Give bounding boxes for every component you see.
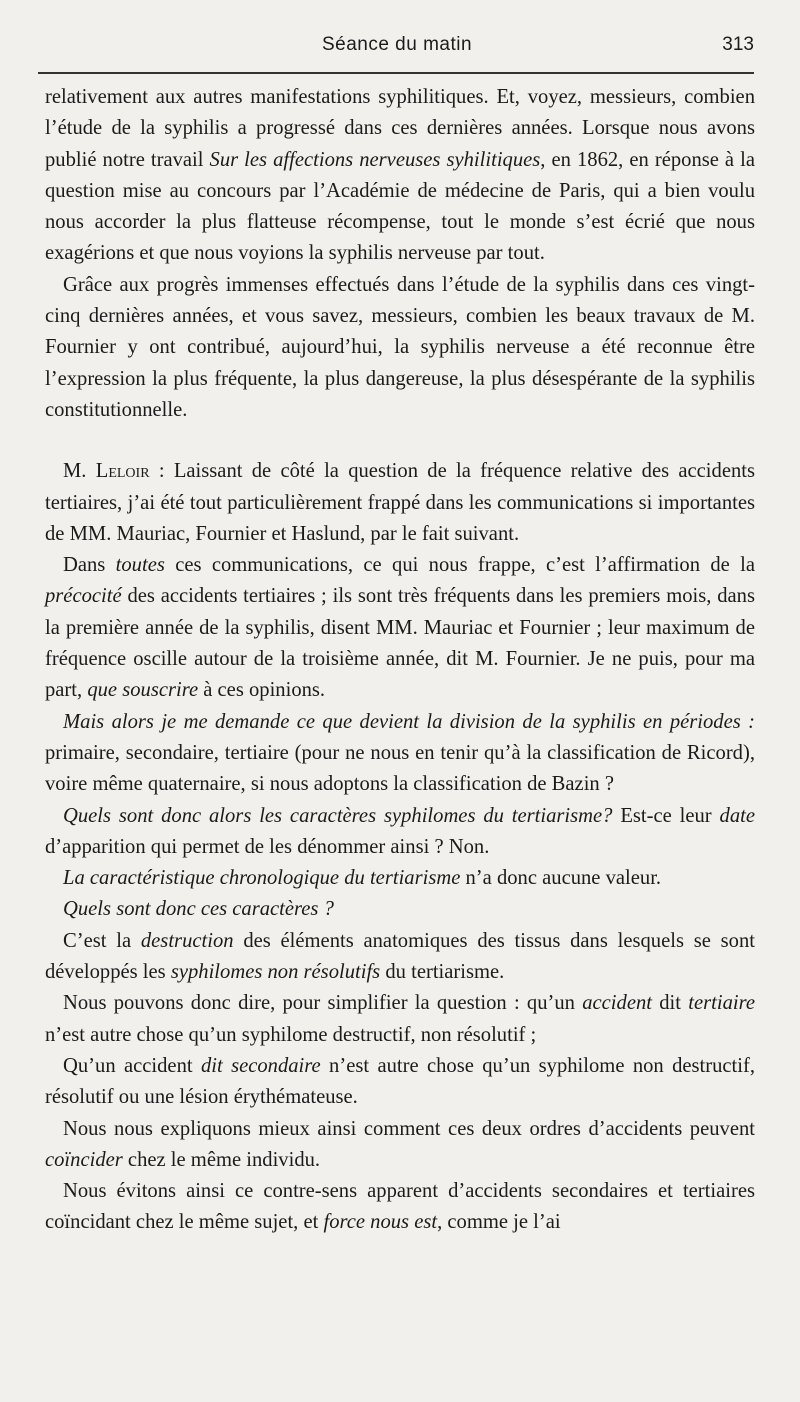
text-run: chez le même individu.	[122, 1148, 321, 1171]
header-rule	[38, 72, 754, 74]
italic-run: syphilomes non résolutifs	[170, 961, 381, 984]
body-text	[45, 82, 755, 1239]
italic-title: Sur les affections nerveuses syhilitiques	[209, 148, 541, 171]
running-header	[40, 30, 754, 60]
running-title: Séance du matin	[321, 34, 473, 55]
text-run: Qu’un accident	[63, 1054, 201, 1077]
text-run: Nous nous expliquons mieux ainsi comment ces deux ordres d’accidents peuvent	[63, 1117, 755, 1140]
text-run: Dans	[63, 554, 116, 577]
text-run: dit	[652, 992, 689, 1015]
italic-run: date	[719, 804, 755, 827]
text-run: relativement aux autres manifestations syphilitiques. Et, voyez, messieurs, combien l’étude de la syphilis a progressé dans ces dernières années. Lorsque nous avons publié notre travail	[45, 86, 755, 171]
text-run: C’est la	[63, 929, 141, 952]
italic-run: Mais alors je me demande ce que devient la division de la syphilis en périodes :	[63, 710, 755, 733]
text-run: du tertiarisme.	[380, 961, 505, 984]
paragraph-8	[45, 894, 755, 925]
italic-run: tertiaire	[688, 992, 755, 1015]
text-run: n’a donc aucune valeur.	[460, 867, 662, 890]
italic-run: toutes	[115, 554, 165, 577]
text-run: : Laissant de côté la question de la fréquence relative des accidents tertiaires, j’ai été tout particulièrement frappé dans les communications si importantes de MM. Mauriac, Fournier et Haslund, par le fait suivant.	[45, 460, 755, 545]
paragraph-10	[45, 988, 755, 1051]
text-run: M.	[63, 460, 96, 483]
italic-run: précocité	[45, 585, 122, 608]
text-run: primaire, secondaire, tertiaire (pour ne nous en tenir qu’à la classification de Ricord), voire même quaternaire, si nous adoptons la classification de Bazin ?	[45, 741, 755, 796]
italic-run: dit secondaire	[200, 1054, 321, 1077]
italic-run: Quels sont donc ces caractères ?	[63, 898, 334, 921]
paragraph-3	[45, 456, 755, 550]
text-run: n’est autre chose qu’un syphilome non destructif, résolutif ou une lésion érythémateuse.	[45, 1054, 756, 1109]
italic-run: force nous est	[323, 1211, 438, 1234]
text-run: à ces opinions.	[198, 679, 326, 702]
paragraph-6	[45, 801, 755, 864]
paragraph-9	[45, 926, 755, 989]
italic-run: La caractéristique chronologique du tertiarisme	[63, 867, 461, 890]
text-run: , en 1862, en réponse à la question mise au concours par l’Académie de médecine de Paris, qui a bien voulu nous accorder la plus flatteuse récompense, tout le monde s’est écrié que nous exagérions et que nous voyions la syphilis nerveuse par tout.	[45, 148, 755, 265]
paragraph-12	[45, 1114, 755, 1177]
paragraph-4	[45, 550, 755, 706]
speaker-name: Leloir	[95, 460, 150, 483]
text-run: , comme je l’ai	[437, 1211, 561, 1234]
text-run: Nous pouvons donc dire, pour simplifier la question : qu’un	[63, 992, 583, 1015]
paragraph-1	[45, 82, 755, 270]
paragraph-2: Grâce aux progrès immenses effectués dans l’étude de la syphilis dans ces vingt-cinq dernières années, et vous savez, messieurs, combien les beaux travaux de M. Fournier y ont contribué, aujourd’hui, la syphilis nerveuse a été reconnue être l’expression la plus fréquente, la plus dangereuse, la plus désespérante de la syphilis constitutionnelle.	[45, 273, 755, 421]
italic-run: destruction	[140, 929, 234, 952]
text-run: ces communications, ce qui nous frappe, c’est l’affirmation de la	[164, 554, 755, 577]
text-run: des éléments anatomiques des tissus dans lesquels se sont développés les	[45, 929, 755, 984]
paragraph-11	[45, 1051, 755, 1114]
italic-run: coïncider	[45, 1148, 123, 1171]
paragraph-5	[45, 707, 755, 801]
text-run: d’apparition qui permet de les dénommer ainsi ? Non.	[45, 835, 490, 858]
italic-run: Quels sont donc alors les caractères syphilomes du tertiarisme?	[63, 804, 613, 827]
section-gap	[45, 426, 755, 456]
text-run: Nous évitons ainsi ce contre-sens apparent d’accidents secondaires et tertiaires coïncidant chez le même sujet, et	[45, 1180, 755, 1234]
text-run: des accidents tertiaires ; ils sont très fréquents dans les premiers mois, dans la première année de la syphilis, disent MM. Mauriac et Fournier ; leur maximum de fréquence oscille autour de la troisième année, dit M. Fournier. Je ne puis, pour ma part,	[45, 585, 755, 702]
page-number: 313	[722, 34, 754, 55]
text-run: Est-ce leur	[612, 804, 720, 827]
text-run: n’est autre chose qu’un syphilome destructif, non résolutif ;	[45, 1023, 537, 1046]
paragraph-13	[45, 1176, 755, 1239]
italic-run: accident	[582, 992, 652, 1015]
paragraph-7	[45, 863, 755, 894]
italic-run: que souscrire	[87, 679, 199, 702]
